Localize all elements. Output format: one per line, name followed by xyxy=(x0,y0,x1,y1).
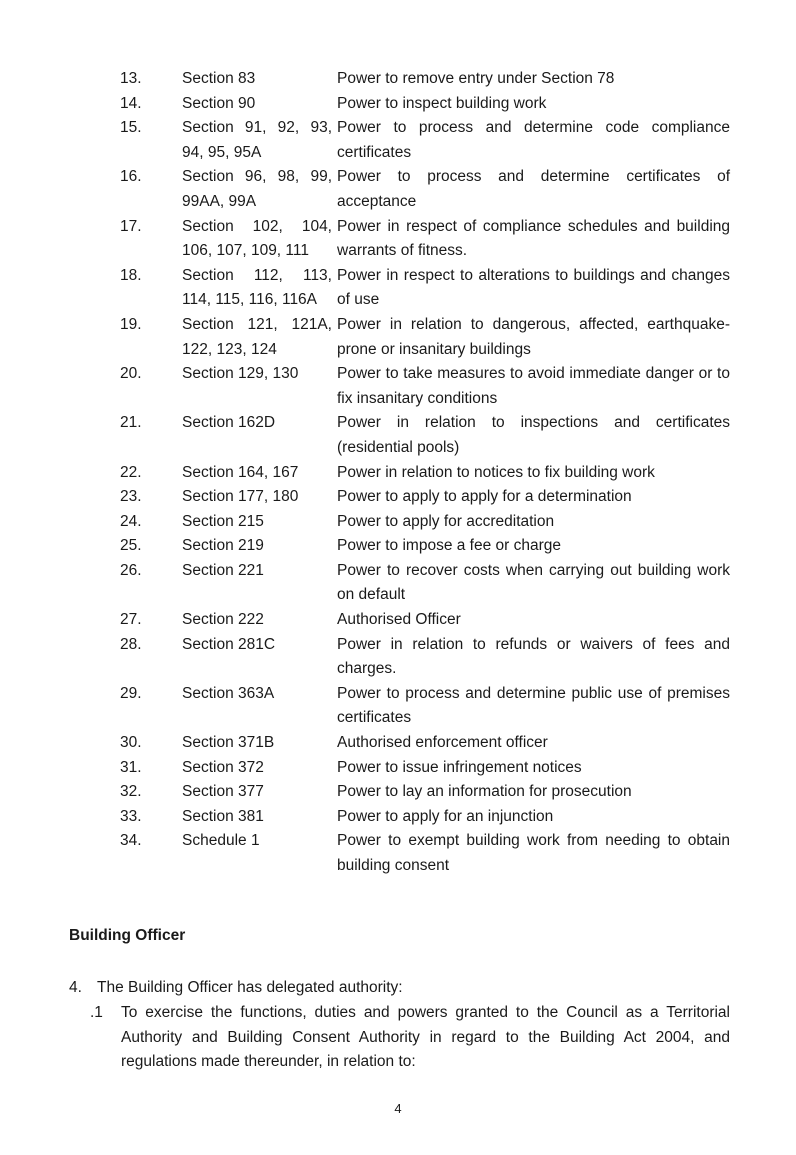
delegation-table-body xyxy=(108,67,730,879)
row-section: Section 363A xyxy=(182,684,275,702)
paragraph-number: 4. xyxy=(69,979,82,996)
delegation-table xyxy=(108,67,730,879)
row-power: Power to remove entry under Section 78 xyxy=(337,70,615,87)
delegation-row xyxy=(108,608,730,633)
row-section: Section 162D xyxy=(182,414,276,432)
row-number: 29. xyxy=(120,684,142,702)
row-number: 13. xyxy=(120,70,142,87)
row-section: Section 281C xyxy=(182,635,276,653)
delegation-row xyxy=(108,362,730,411)
delegation-row xyxy=(108,510,730,535)
delegation-row xyxy=(108,215,730,264)
row-power: Power to process and determine public use of premises certificates xyxy=(337,684,730,727)
delegation-row xyxy=(108,534,730,559)
row-power: Power to impose a fee or charge xyxy=(337,537,562,555)
delegation-row xyxy=(108,559,730,608)
row-section: Section 83 xyxy=(182,70,256,87)
row-power: Power to process and determine code compliance certificates xyxy=(337,119,730,161)
delegation-row xyxy=(108,682,730,731)
row-section: Section 112, 113, 114, 115, 116, 116A xyxy=(182,266,332,309)
row-power: Power to inspect building work xyxy=(337,94,547,112)
delegation-row xyxy=(108,633,730,682)
row-number: 17. xyxy=(120,217,142,235)
row-power: Power in relation to inspections and certificates (residential pools) xyxy=(337,414,730,456)
row-power: Power to process and determine certificates of acceptance xyxy=(337,168,730,210)
delegation-row xyxy=(108,829,730,878)
row-power: Power in relation to dangerous, affected, earthquake-prone or insanitary buildings xyxy=(337,315,730,358)
subparagraph-1 xyxy=(90,1001,730,1075)
page-number: 4 xyxy=(394,1101,402,1116)
delegation-row xyxy=(108,116,730,165)
row-section: Section 215 xyxy=(182,512,264,530)
paragraph-4 xyxy=(69,976,731,1001)
row-power: Power to apply to apply for a determination xyxy=(337,488,632,506)
row-power: Power in respect of compliance schedules and building warrants of fitness. xyxy=(337,217,730,260)
row-section: Section 96, 98, 99, 99AA, 99A xyxy=(182,168,332,210)
delegation-row xyxy=(108,461,730,486)
row-section: Section 164, 167 xyxy=(182,463,299,481)
row-power: Power to take measures to avoid immediate danger or to fix insanitary conditions xyxy=(337,365,730,407)
row-power: Power to lay an information for prosecution xyxy=(337,783,632,801)
row-section: Section 221 xyxy=(182,561,264,579)
row-number: 22. xyxy=(120,463,142,481)
row-section: Schedule 1 xyxy=(182,832,260,850)
row-section: Section 129, 130 xyxy=(182,365,299,383)
row-number: 32. xyxy=(120,783,142,801)
subparagraph-text: To exercise the functions, duties and powers granted to the Council as a Territorial Authority and Building Consent Authority in regard to the Building Act 2004, and regulations made thereunder, in relation to: xyxy=(121,1004,730,1071)
row-power: Power to recover costs when carrying out building work on default xyxy=(337,561,730,604)
row-number: 27. xyxy=(120,611,142,629)
delegation-row xyxy=(108,780,730,805)
row-number: 34. xyxy=(120,832,142,850)
section-heading: Building Officer xyxy=(69,927,186,944)
row-number: 21. xyxy=(120,414,142,432)
row-number: 14. xyxy=(120,94,142,112)
row-number: 16. xyxy=(120,168,142,186)
row-power: Power in relation to refunds or waivers of fees and charges. xyxy=(337,635,730,678)
delegation-row xyxy=(108,485,730,510)
row-section: Section 371B xyxy=(182,734,275,752)
row-power: Power to exempt building work from needing to obtain building consent xyxy=(337,832,730,874)
delegation-row xyxy=(108,756,730,781)
row-number: 24. xyxy=(120,512,142,530)
delegation-row xyxy=(108,92,730,117)
row-power: Authorised enforcement officer xyxy=(337,734,548,752)
row-power: Power to issue infringement notices xyxy=(337,758,582,776)
row-power: Power in relation to notices to fix building work xyxy=(337,463,655,481)
delegation-row xyxy=(108,731,730,756)
delegation-row xyxy=(108,67,730,92)
row-number: 18. xyxy=(120,266,142,284)
row-power: Authorised Officer xyxy=(337,611,461,629)
row-number: 28. xyxy=(120,635,142,653)
delegation-row xyxy=(108,411,730,460)
delegation-row xyxy=(108,264,730,313)
paragraph-text: The Building Officer has delegated authority: xyxy=(97,979,403,996)
row-section: Section 377 xyxy=(182,783,264,801)
delegation-row xyxy=(108,313,730,362)
row-power: Power in respect to alterations to buildings and changes of use xyxy=(337,266,730,309)
row-number: 33. xyxy=(120,807,142,825)
row-section: Section 91, 92, 93, 94, 95, 95A xyxy=(182,119,332,161)
row-number: 30. xyxy=(120,734,142,752)
row-number: 23. xyxy=(120,488,142,506)
row-section: Section 177, 180 xyxy=(182,488,299,506)
row-number: 15. xyxy=(120,119,142,137)
row-section: Section 219 xyxy=(182,537,264,555)
row-section: Section 372 xyxy=(182,758,264,776)
row-section: Section 222 xyxy=(182,611,264,629)
row-number: 20. xyxy=(120,365,142,383)
row-section: Section 102, 104, 106, 107, 109, 111 xyxy=(182,217,332,260)
row-section: Section 121, 121A, 122, 123, 124 xyxy=(182,315,332,358)
delegation-row xyxy=(108,805,730,830)
row-number: 31. xyxy=(120,758,142,776)
row-number: 25. xyxy=(120,537,142,555)
row-number: 26. xyxy=(120,561,142,579)
row-section: Section 381 xyxy=(182,807,264,825)
subparagraph-number: .1 xyxy=(90,1004,103,1021)
delegation-row xyxy=(108,165,730,214)
row-power: Power to apply for an injunction xyxy=(337,807,554,825)
row-number: 19. xyxy=(120,315,142,333)
row-power: Power to apply for accreditation xyxy=(337,512,555,530)
row-section: Section 90 xyxy=(182,94,256,112)
